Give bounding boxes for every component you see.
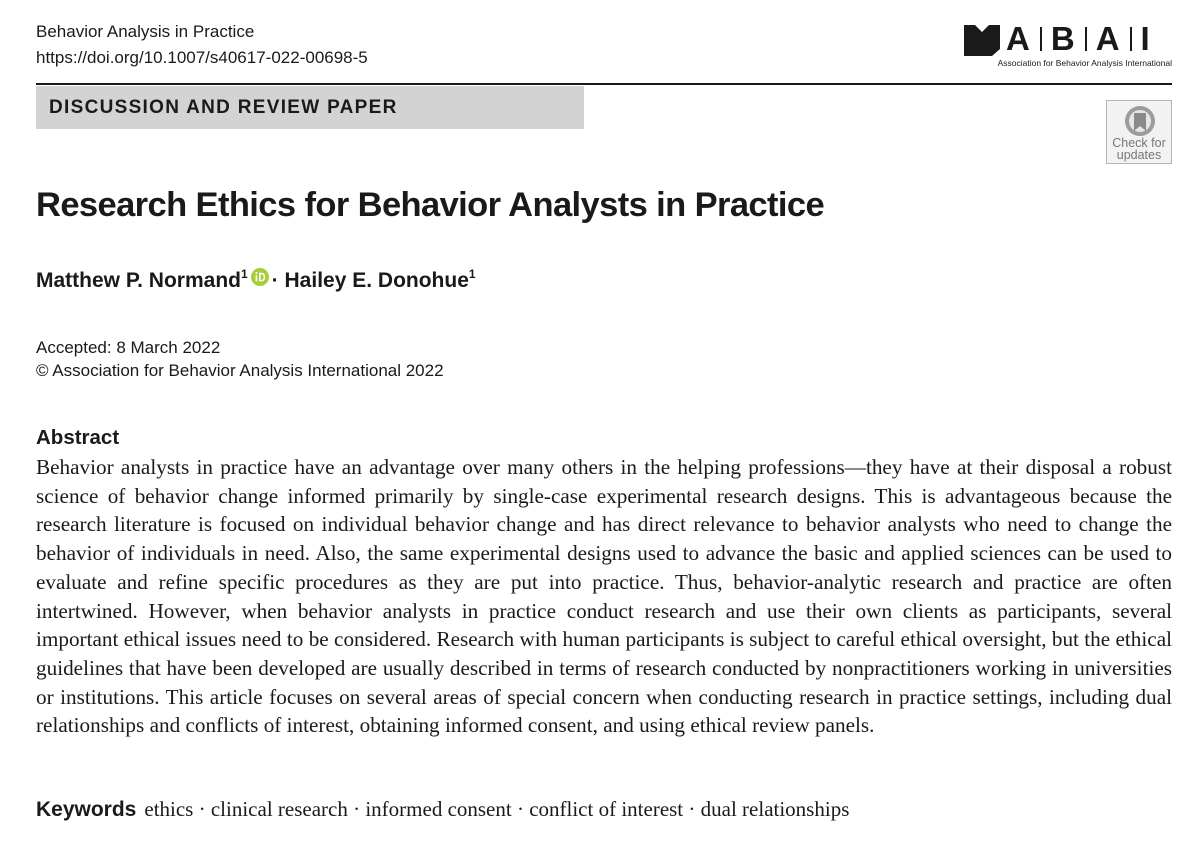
author-list xyxy=(36,267,476,293)
logo-divider xyxy=(1130,27,1132,51)
copyright-notice: © Association for Behavior Analysis International 2022 xyxy=(36,361,444,380)
abai-logo[interactable] xyxy=(962,20,1172,70)
abai-logo-mark-icon xyxy=(962,22,1002,58)
paper-type-band xyxy=(36,86,584,129)
check-for-updates-button[interactable] xyxy=(1106,100,1172,164)
orcid-icon[interactable] xyxy=(251,268,269,286)
abai-letter: A xyxy=(1006,20,1031,57)
abstract-heading: Abstract xyxy=(36,426,120,449)
affiliation-marker: 1 xyxy=(240,267,248,281)
logo-divider xyxy=(1085,27,1087,51)
keywords-label: Keywords xyxy=(36,798,137,821)
abai-logo-letters xyxy=(1006,20,1151,58)
doi-link[interactable]: https://doi.org/10.1007/s40617-022-00698-5 xyxy=(36,48,368,67)
paper-type-label: DISCUSSION AND REVIEW PAPER xyxy=(49,97,398,118)
abai-letter: A xyxy=(1095,20,1121,57)
journal-name: Behavior Analysis in Practice xyxy=(36,22,255,41)
author-separator: · xyxy=(271,269,279,292)
paper-title: Research Ethics for Behavior Analysts in Practice xyxy=(36,186,825,224)
header-divider xyxy=(36,83,1172,85)
author-name[interactable]: Matthew P. Normand xyxy=(36,269,241,292)
affiliation-marker: 1 xyxy=(468,267,476,281)
keywords-line xyxy=(36,797,849,822)
abai-logo-subtitle: Association for Behavior Analysis International xyxy=(997,58,1172,68)
check-for-updates-label xyxy=(1107,137,1171,161)
bookmark-ribbon-icon xyxy=(1123,104,1157,138)
abstract-text: Behavior analysts in practice have an advantage over many others in the helping professions—they have at their disposal a robust science of behavior change informed primarily by single-case experimental research designs. This is advantageous because the research literature is focused on individual behavior change and has direct relevance to behavior analysts who need to change the behavior of individuals in need. Also, the same experimental designs used to advance the basic and applied sciences can be used to evaluate and refine specific procedures as they are put into practice. Thus, behavior-analytic research and practice are often intertwined. However, when behavior analysts in practice conduct research and use their own clients as participants, several important ethical issues need to be considered. Research with human participants is subject to careful ethical oversight, but the ethical guidelines that have been developed are usually described in terms of research conducted by nonpractitioners working in universities or institutions. This article focuses on several areas of special concern when conducting research in practice settings, including dual relationships and conflicts of interest, obtaining informed consent, and using ethical review panels. xyxy=(36,455,1172,738)
abai-letter: I xyxy=(1140,20,1151,57)
logo-divider xyxy=(1040,27,1042,51)
author-name[interactable]: Hailey E. Donohue xyxy=(284,269,469,292)
check-updates-line2: updates xyxy=(1116,148,1162,162)
check-updates-line1: Check for xyxy=(1112,136,1166,150)
abai-letter: B xyxy=(1050,20,1076,57)
keywords-list: ethics · clinical research · informed consent · conflict of interest · dual relationships xyxy=(144,797,850,821)
accepted-date: Accepted: 8 March 2022 xyxy=(36,338,221,357)
